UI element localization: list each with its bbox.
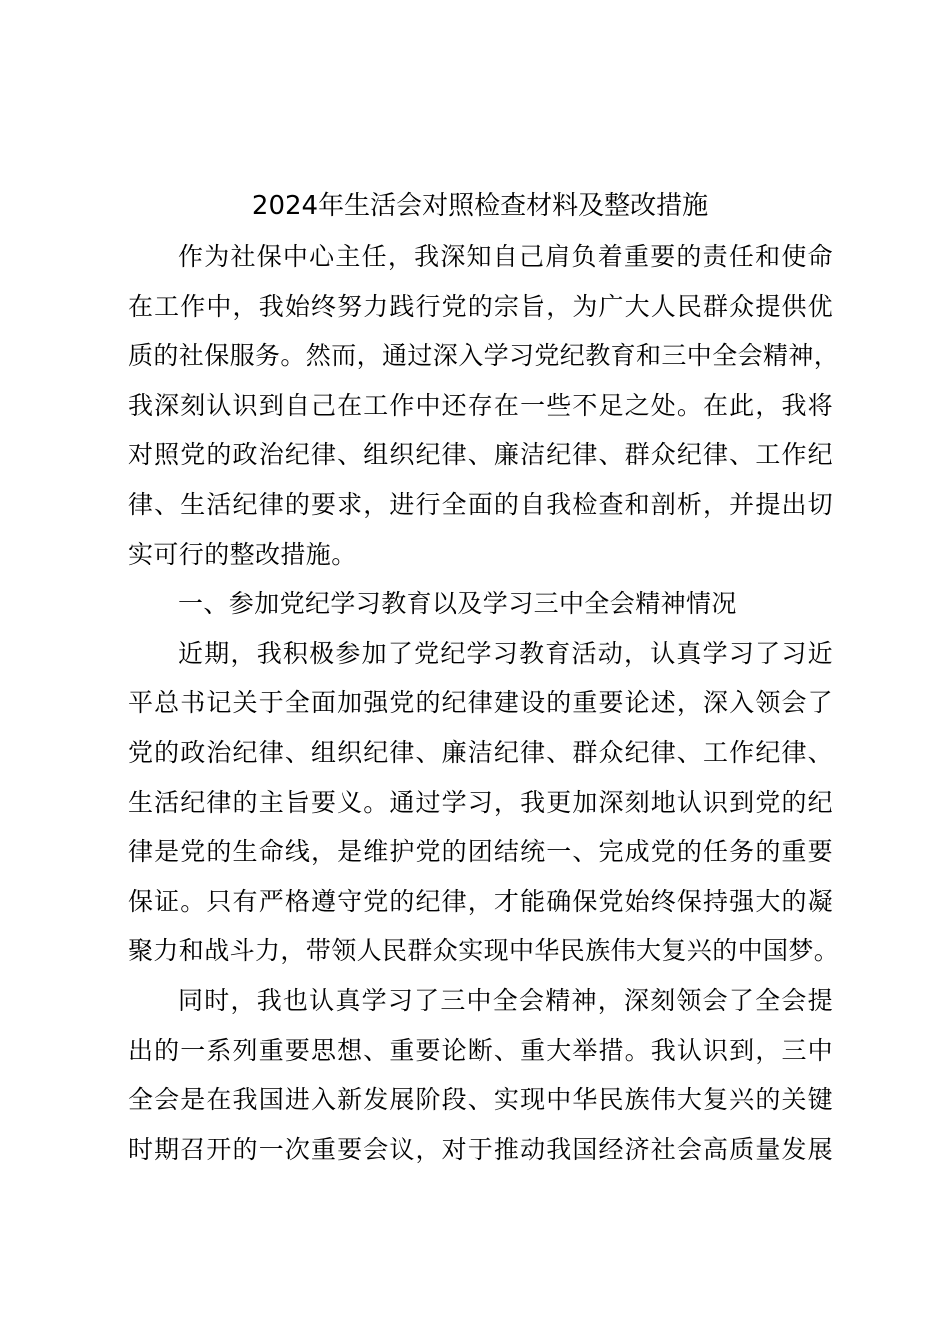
paragraph-line: 实可行的整改措施。 — [128, 539, 357, 569]
paragraph-line: 律是党的生命线，是维护党的团结统一、完成党的任务的重要 — [128, 837, 833, 867]
paragraph-line: 作为社保中心主任，我深知自己肩负着重要的责任和使命 — [178, 242, 833, 271]
paragraph-line: 平总书记关于全面加强党的纪律建设的重要论述，深入领会了 — [128, 688, 833, 718]
paragraph-line: 近期，我积极参加了党纪学习教育活动，认真学习了习近 — [178, 638, 833, 668]
paragraph-line: 保证。只有严格遵守党的纪律，才能确保党始终保持强大的凝 — [128, 886, 833, 916]
paragraph-line: 质的社保服务。然而，通过深入学习党纪教育和三中全会精神， — [128, 341, 840, 371]
document-body — [128, 232, 840, 1174]
paragraph-line: 党的政治纪律、组织纪律、廉洁纪律、群众纪律、工作纪律、 — [128, 737, 833, 767]
paragraph-line: 律、生活纪律的要求，进行全面的自我检查和剖析，并提出切 — [128, 489, 833, 519]
paragraph-line: 出的一系列重要思想、重要论断、重大举措。我认识到，三中 — [128, 1035, 833, 1065]
section-heading: 一、参加党纪学习教育以及学习三中全会精神情况 — [178, 589, 737, 619]
document-title: 2024年生活会对照检查材料及整改措施 — [251, 191, 709, 221]
paragraph-line: 同时，我也认真学习了三中全会精神，深刻领会了全会提 — [178, 985, 833, 1015]
paragraph-line: 全会是在我国进入新发展阶段、实现中华民族伟大复兴的关键 — [128, 1085, 833, 1115]
paragraph-line: 在工作中，我始终努力践行党的宗旨，为广大人民群众提供优 — [128, 291, 833, 321]
paragraph-line: 对照党的政治纪律、组织纪律、廉洁纪律、群众纪律、工作纪 — [128, 440, 833, 470]
paragraph-line: 聚力和战斗力，带领人民群众实现中华民族伟大复兴的中国梦。 — [128, 936, 840, 966]
paragraph-line: 生活纪律的主旨要义。通过学习，我更加深刻地认识到党的纪 — [128, 787, 833, 817]
paragraph-line: 时期召开的一次重要会议，对于推动我国经济社会高质量发展 — [128, 1134, 833, 1164]
paragraph-line: 我深刻认识到自己在工作中还存在一些不足之处。在此，我将 — [128, 390, 833, 420]
